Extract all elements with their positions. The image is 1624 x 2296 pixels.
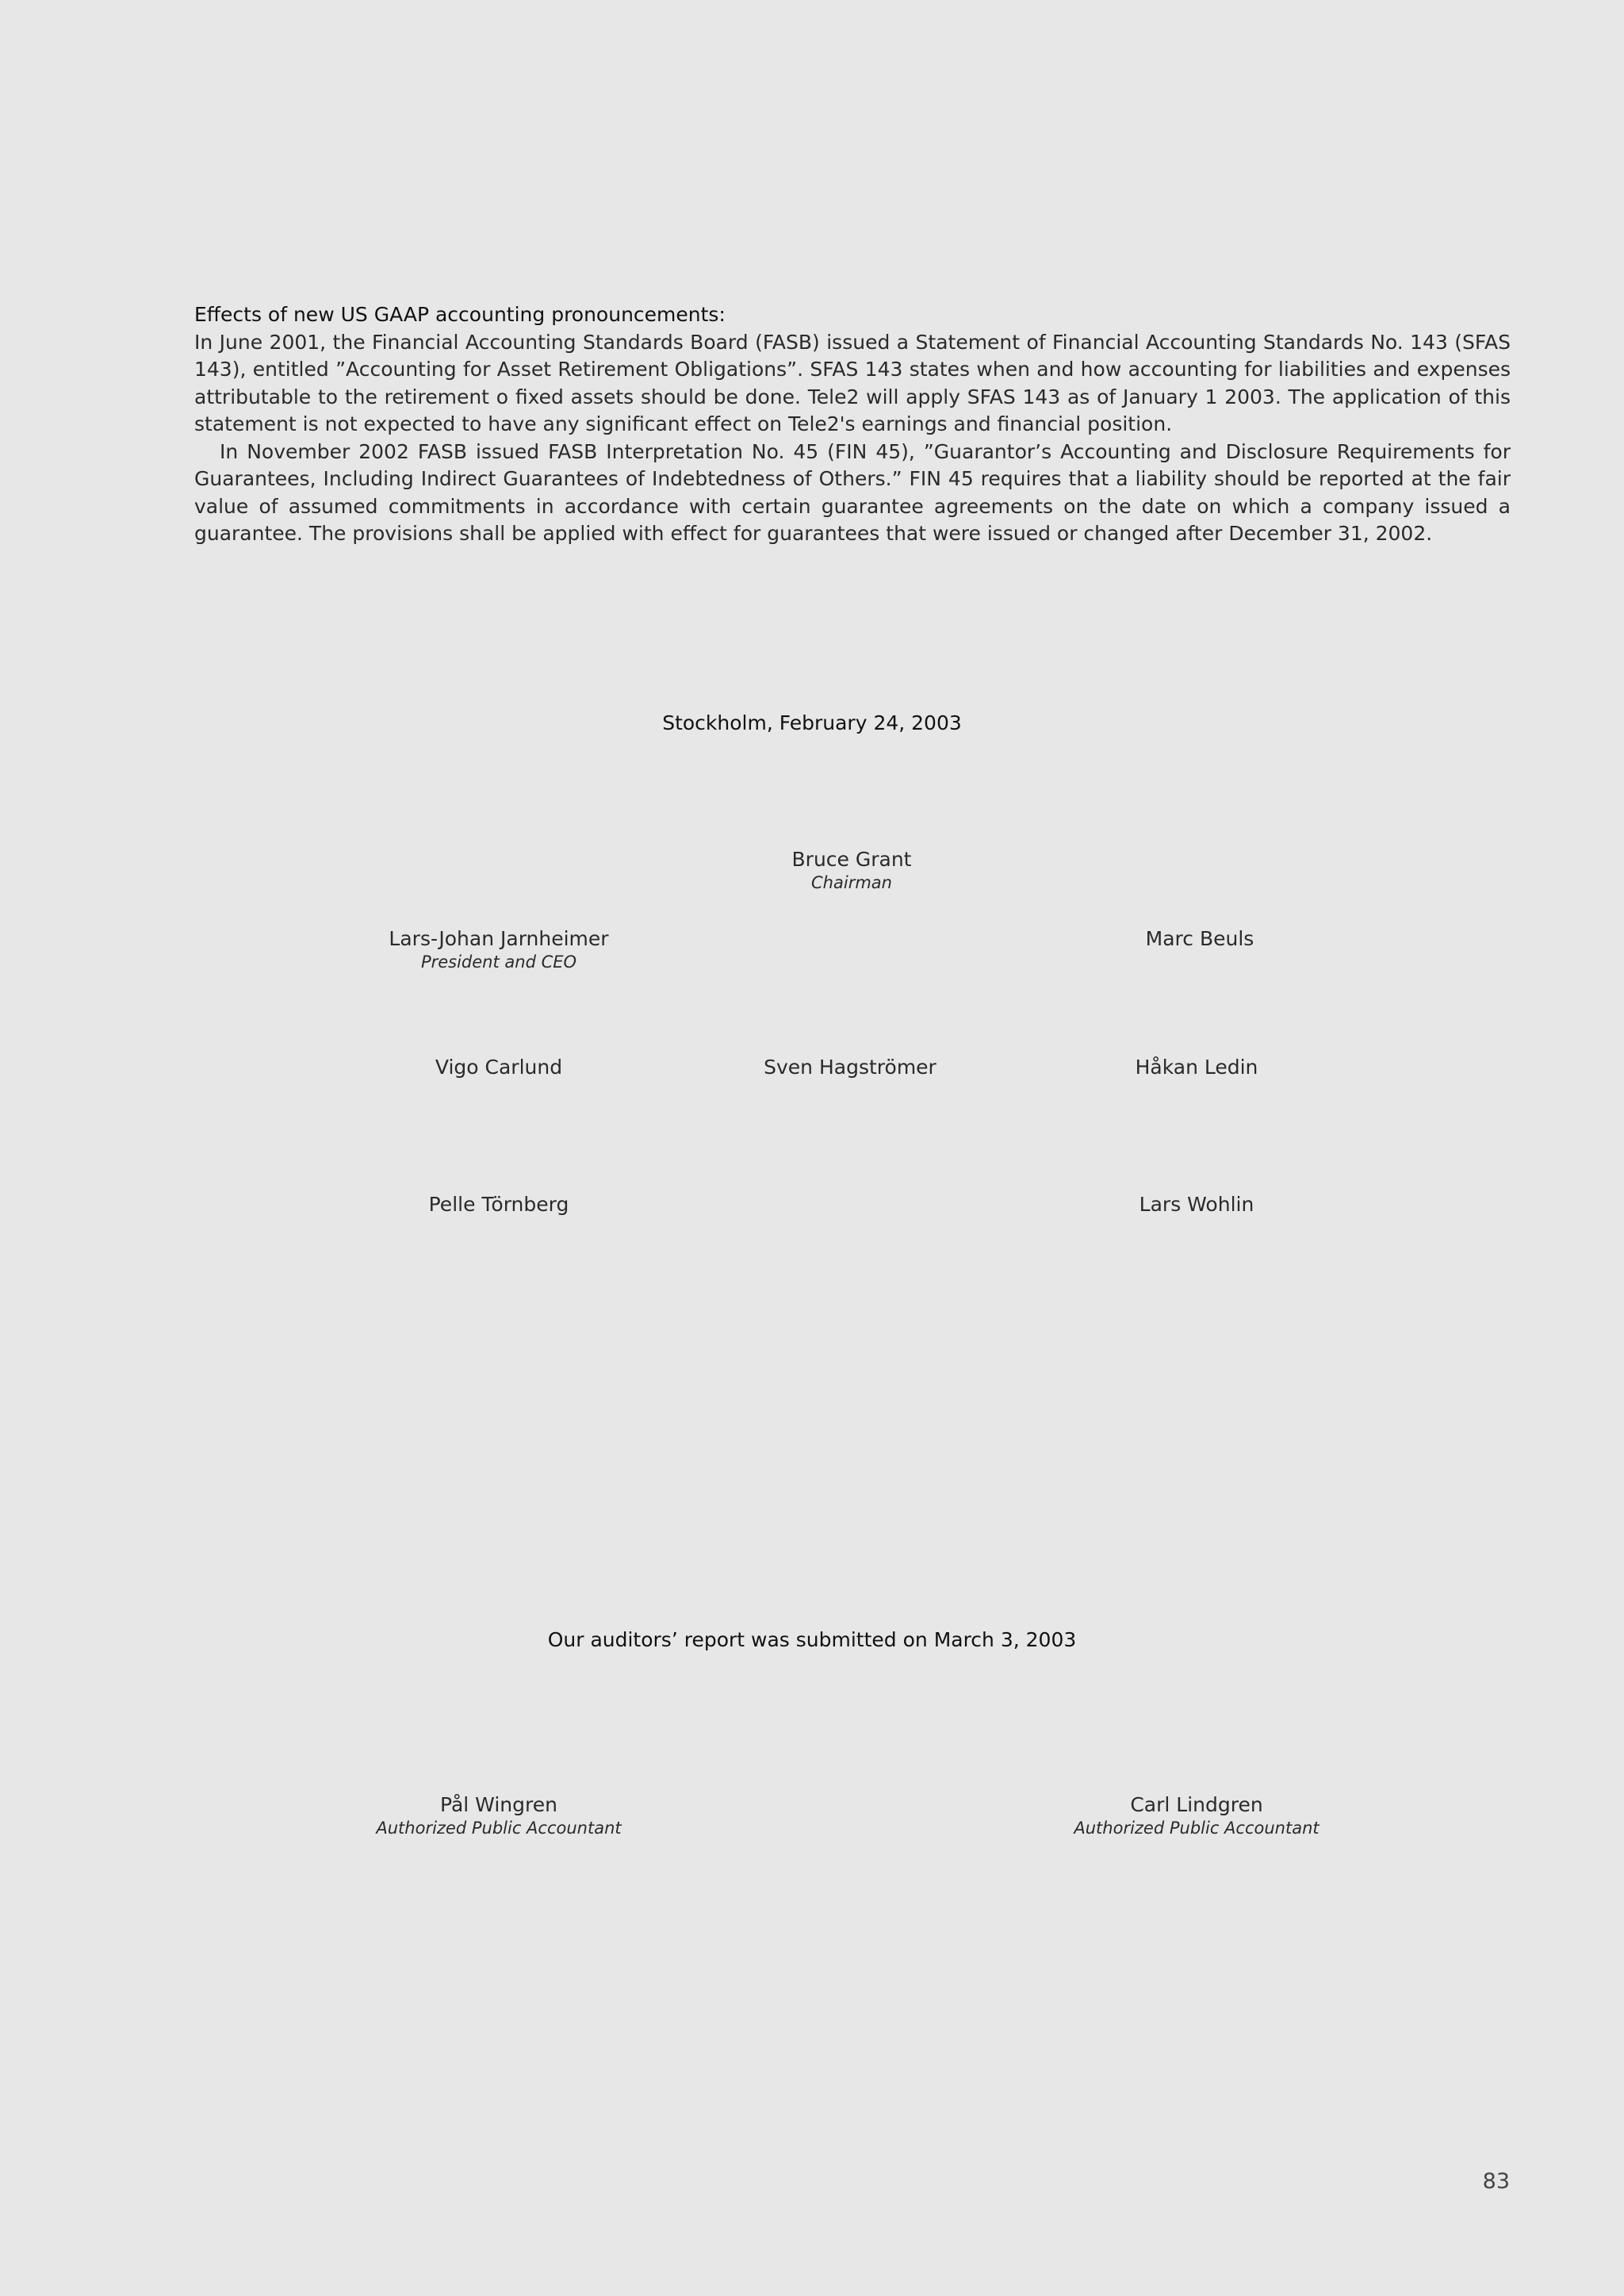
signatory-name: Lars-Johan Jarnheimer xyxy=(389,927,609,950)
signatory-name: Bruce Grant xyxy=(791,848,912,871)
section-heading: Effects of new US GAAP accounting pronouncements: xyxy=(194,303,726,326)
signatory-name: Lars Wohlin xyxy=(1139,1193,1254,1216)
signatory-title: Authorized Public Accountant xyxy=(1074,1819,1320,1838)
signatory-title: Authorized Public Accountant xyxy=(376,1819,622,1838)
place-date: Stockholm, February 24, 2003 xyxy=(662,711,962,734)
gaap-section xyxy=(194,301,1511,548)
signature-ceo xyxy=(277,926,721,972)
paragraph-sfas-143: In June 2001, the Financial Accounting Standards Board (FASB) issued a Statement of Financial Accounting Standards No. 143 (SFAS 143), entitled ”Accounting for Asset Retirement Obligations”. SFAS 143 states when and how accounting for liabilities and expenses attributable to the retirement o fixed assets should be done. Tele2 will apply SFAS 143 as of January 1 2003. The application of this statement is not expected to have any significant effect on Tele2's earnings and financial position. xyxy=(194,330,1511,435)
signatory-name: Pelle Törnberg xyxy=(428,1193,569,1216)
signature-carl-lindgren xyxy=(975,1792,1419,1838)
auditors-note: Our auditors’ report was submitted on March 3, 2003 xyxy=(547,1628,1077,1651)
signatory-name: Marc Beuls xyxy=(1145,927,1254,950)
signatory-name: Sven Hagströmer xyxy=(764,1056,936,1079)
paragraph-fin-45: In November 2002 FASB issued FASB Interpretation No. 45 (FIN 45), ”Guarantor’s Accounting and Disclosure Requirements for Guarantees, Including Indirect Guarantees of Indebtedness of Others.” FIN 45 requires that a liability should be reported at the fair value of assumed commitments in accordance with certain guarantee agreements on the date on which a company issued a guarantee. The provisions shall be applied with effect for guarantees that were issued or changed after December 31, 2002. xyxy=(194,439,1511,545)
signatory-name: Pål Wingren xyxy=(440,1793,557,1816)
signatory-title: Chairman xyxy=(811,873,892,892)
signatory-name: Håkan Ledin xyxy=(1135,1056,1258,1079)
signature-pal-wingren xyxy=(277,1792,721,1838)
signature-pelle-tornberg xyxy=(277,1192,721,1217)
signature-hakan-ledin xyxy=(975,1055,1419,1080)
signature-chairman xyxy=(630,847,1074,893)
signature-lars-wohlin xyxy=(975,1192,1419,1217)
page-number: 83 xyxy=(1482,2169,1510,2194)
signatory-name: Vigo Carlund xyxy=(435,1056,563,1079)
signatory-title: President and CEO xyxy=(420,953,577,972)
signatory-name: Carl Lindgren xyxy=(1130,1793,1263,1816)
signature-marc-beuls xyxy=(978,926,1422,952)
